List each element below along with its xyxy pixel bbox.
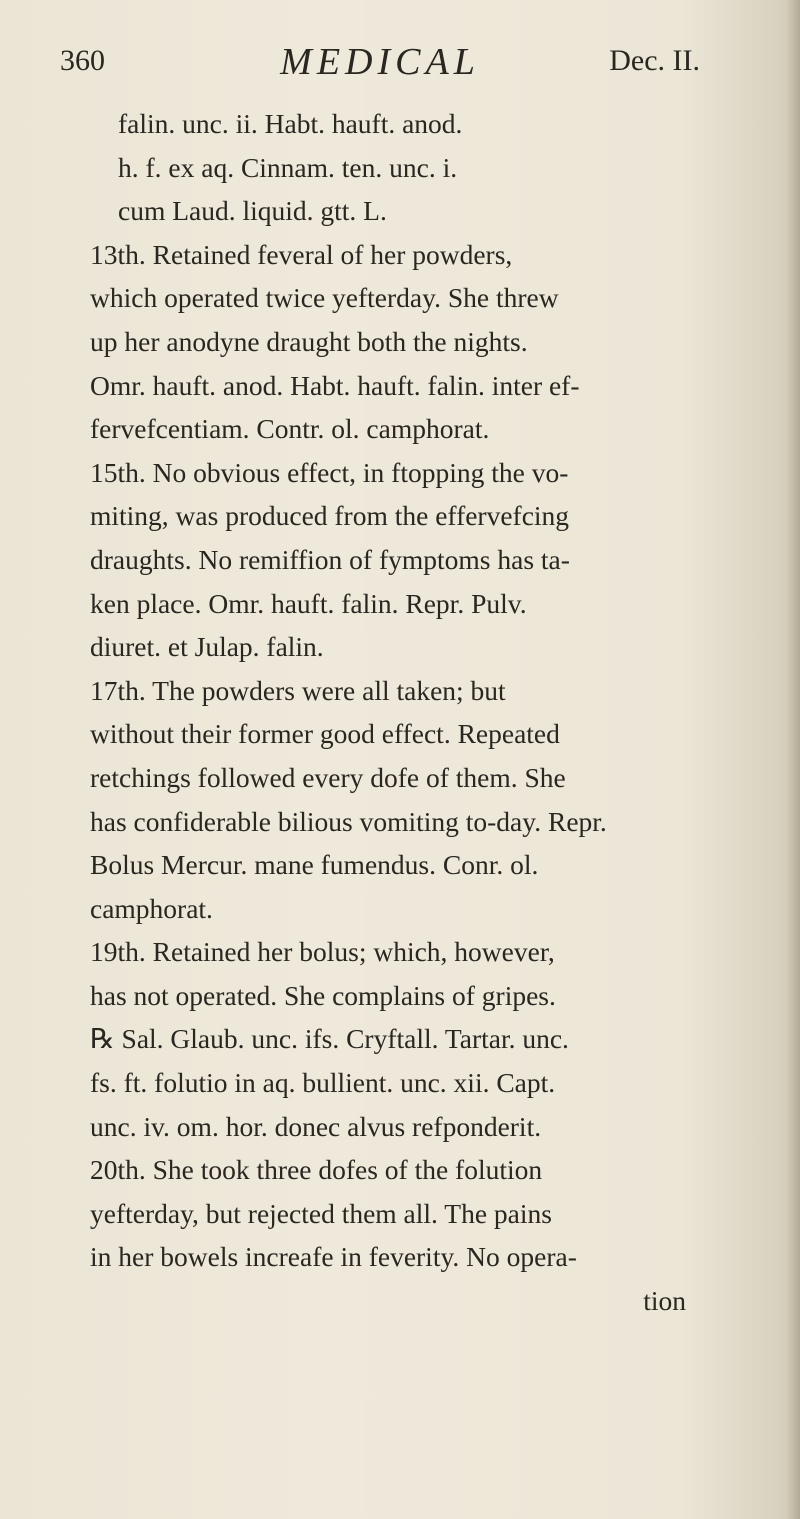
text-line: 17th. The powders were all taken; but: [90, 674, 506, 706]
text-line: camphorat.: [90, 892, 213, 924]
text-line: has not operated. She complains of gripes.: [90, 979, 556, 1011]
running-header: [60, 40, 700, 90]
text-line: without their former good effect. Repeated: [90, 718, 560, 750]
page-number: 360: [60, 44, 105, 77]
text-line: which operated twice yefterday. She threw: [90, 282, 559, 314]
text-line: Bolus Mercur. mane fumendus. Conr. ol.: [90, 849, 539, 881]
text-line: draughts. No remiffion of fymptoms has ta-: [90, 543, 570, 575]
text-line: in her bowels increafe in feverity. No opera-: [90, 1241, 577, 1273]
text-line: unc. iv. om. hor. donec alvus refponderit.: [90, 1110, 542, 1142]
text-body: [90, 102, 730, 1323]
text-line: cum Laud. liquid. gtt. L.: [118, 195, 387, 227]
text-line: h. f. ex aq. Cinnam. ten. unc. i.: [118, 151, 458, 183]
running-title: MEDICAL: [280, 41, 480, 83]
text-line: ℞ Sal. Glaub. unc. ifs. Cryftall. Tartar. unc.: [90, 1023, 569, 1055]
page-edge-shadow: [786, 0, 800, 1519]
text-line: retchings followed every dofe of them. She: [90, 761, 566, 793]
text-line: miting, was produced from the effervefcing: [90, 500, 570, 532]
text-line: Omr. hauft. anod. Habt. hauft. falin. inter ef-: [90, 369, 580, 401]
text-line: 15th. No obvious effect, in ftopping the vo-: [90, 456, 569, 488]
text-line: fs. ft. folutio in aq. bullient. unc. xii. Capt.: [90, 1067, 556, 1099]
text-line: fervefcentiam. Contr. ol. camphorat.: [90, 413, 490, 445]
text-line: falin. unc. ii. Habt. hauft. anod.: [118, 108, 463, 139]
text-line: 19th. Retained her bolus; which, however,: [90, 936, 555, 968]
text-line: 13th. Retained feveral of her powders,: [90, 238, 513, 270]
text-line: ken place. Omr. hauft. falin. Repr. Pulv.: [90, 587, 527, 619]
text-line: 20th. She took three dofes of the folution: [90, 1154, 543, 1186]
text-line: diuret. et Julap. falin.: [90, 631, 324, 663]
text-line: yefterday, but rejected them all. The pains: [90, 1197, 552, 1229]
running-date: Dec. II.: [609, 44, 700, 77]
text-line: has confiderable bilious vomiting to-day. Repr.: [90, 805, 607, 837]
text-line: up her anodyne draught both the nights.: [90, 325, 528, 357]
catchword: tion: [643, 1285, 686, 1317]
